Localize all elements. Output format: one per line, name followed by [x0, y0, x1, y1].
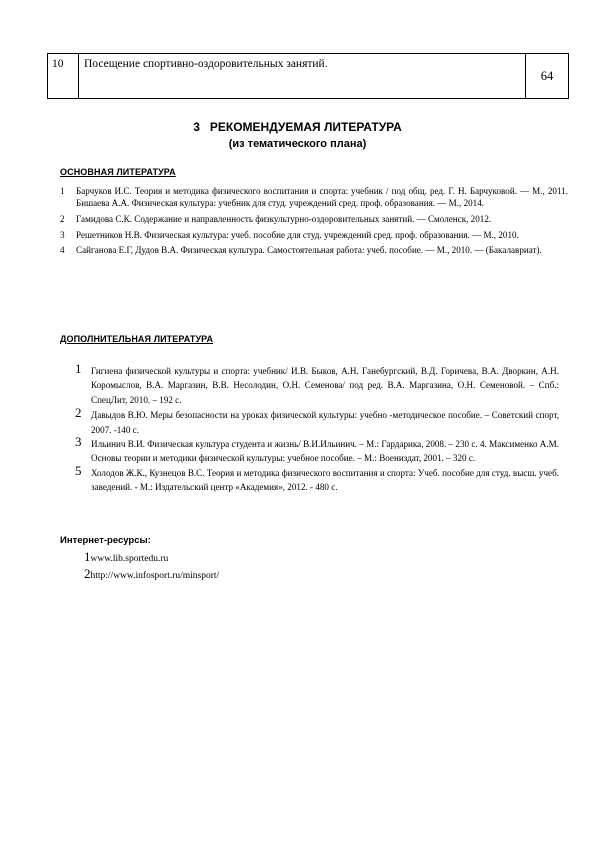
list-item-number: 1: [60, 186, 65, 196]
list-item: [75, 434, 559, 466]
list-item: [60, 185, 568, 209]
list-item: [60, 244, 568, 256]
schedule-table-row: [47, 53, 569, 99]
main-literature-heading: ОСНОВНАЯ ЛИТЕРАТУРА: [60, 167, 176, 177]
list-item-number: 2: [75, 405, 82, 421]
list-item-number: 4: [60, 245, 65, 256]
list-item-text: Барчуков И.С. Теория и методика физического воспитания и спорта: учебник / под общ. ред. Г. Н. Барчуковой. — М., 2011. Бишаева А.А. Физическая культура: учебник для студ. учреждений сред. проф. образования. — М., 2014.: [76, 186, 568, 209]
row-number: 10: [48, 54, 79, 99]
internet-resources-label: Интернет-ресурсы:: [60, 535, 151, 546]
resource-link[interactable]: http://www.infosport.ru/minsport/: [90, 571, 220, 581]
extra-literature-heading: ДОПОЛНИТЕЛЬНАЯ ЛИТЕРАТУРА: [60, 334, 214, 344]
resource-link[interactable]: www.lib.sportedu.ru: [90, 554, 169, 564]
list-item-number: 3: [60, 229, 65, 240]
list-item-number: 3: [75, 434, 82, 450]
section-subtitle: (из тематического плана): [228, 138, 367, 150]
internet-resource-item: [84, 549, 168, 565]
list-item-number: 1: [84, 549, 91, 564]
section-title: 3 РЕКОМЕНДУЕМАЯ ЛИТЕРАТУРА: [193, 120, 402, 134]
list-item-text: Гигиена физической культуры и спорта: учебник/ И.В. Быков, А.Н. Ганебургский, В.Д. Горичева, В.А. Дворкин, А.Н. Коромыслов, В.А. Маргазин, В.В. Несолодин, О.Н. Семенова/ под ред. В.А. Маргазина, О.Н. Семеновой. – Спб.: СпецЛит, 2010. – 192 с.: [91, 366, 559, 405]
list-item: [75, 361, 559, 407]
list-item-text: Сайганова Е.Г, Дудов В.А. Физическая культура. Самостоятельная работа: учеб. пособие. — М., 2010. — (Бакалавриат).: [76, 245, 542, 256]
list-item-text: Холодов Ж.К., Кузнецов В.С. Теория и методика физического воспитания и спорта: Учеб. пособие для студ. высш. учеб. заведений. - М.: Издательский центр «Академия», 2012. - 480 с.: [91, 467, 559, 493]
list-item-number: 5: [75, 462, 82, 478]
main-literature-list: [60, 185, 568, 260]
list-item-text: Ильинич В.И. Физическая культура студента и жизнь/ В.И.Ильинич. – М.: Гардарика, 2008. – 230 с. 4. Максименко А.М. Основы теории и методики физической культуры: учебное пособие. – М.: Воениздат, 2001. – 320 с.: [91, 439, 559, 464]
list-item-number: 2: [84, 566, 91, 581]
list-item: [75, 462, 559, 495]
list-item-number: 1: [75, 361, 82, 376]
list-item-number: 2: [60, 213, 65, 224]
row-text: Посещение спортивно-оздоровительных занятий.: [79, 54, 526, 99]
extra-literature-list: [75, 361, 559, 495]
list-item-text: Давыдов В.Ю. Меры безопасности на уроках физической культуры: учебно -методическое пособие. – Советский спорт, 2007. -140 с.: [91, 410, 559, 435]
list-item: [60, 213, 568, 225]
row-pages: 64: [526, 54, 569, 99]
list-item: [75, 405, 559, 437]
list-item: [60, 229, 568, 241]
list-item-text: Решетников Н.В. Физическая культура: учеб. пособие для студ. учреждений сред. проф. образования. — М., 2010.: [76, 229, 519, 240]
list-item-text: Гамидова С.К. Содержание и направленность физкультурно-оздоровительных занятий. — Смоленск, 2012.: [76, 213, 492, 224]
internet-resource-item: [84, 566, 219, 582]
